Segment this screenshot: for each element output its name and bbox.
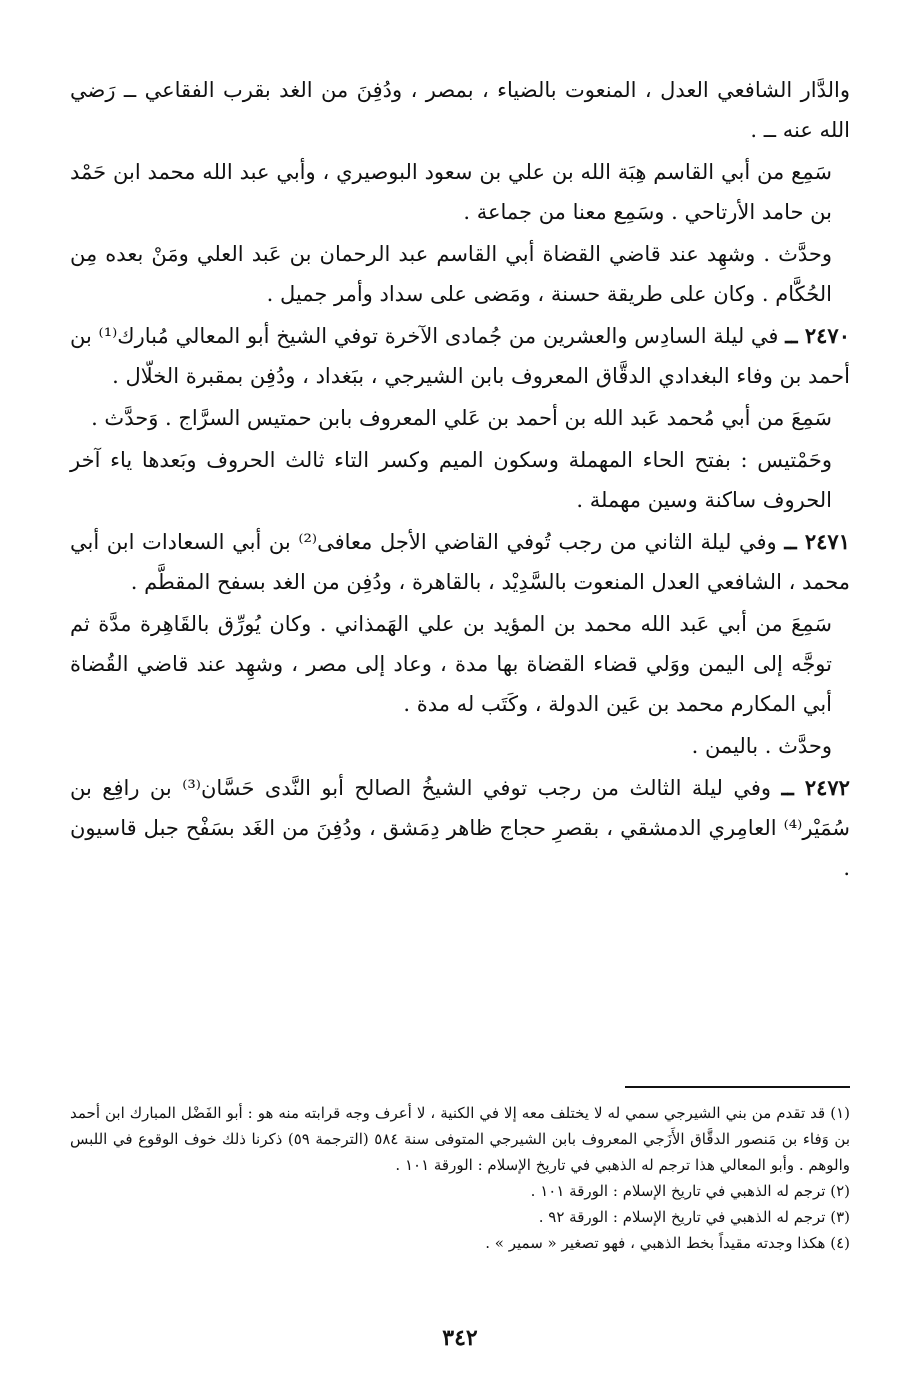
paragraph-9: وحدَّث . باليمن . xyxy=(691,734,832,758)
footnote-2: (٢) ترجم له الذهبي في تاريخ الإسلام : الورقة ١٠١ . xyxy=(530,1182,850,1200)
entry-number: ٢٤٧٢ ــ xyxy=(781,775,850,800)
main-text xyxy=(70,70,850,888)
footnote-3: (٣) ترجم له الذهبي في تاريخ الإسلام : الورقة ٩٢ . xyxy=(538,1208,850,1226)
entry-text: وفي ليلة الثالث من رجب توفي الشيخُ الصالح أبو النَّدى حَسَّان⁽³⁾ بن رافِع بن سُمَيْر⁽⁴⁾ العامِري الدمشقي ، بقصرِ حجاج ظاهر دِمَشق ، ودُفِنَ من الغَد بسَفْح جبل قاسيون . xyxy=(70,776,850,880)
entry-text: وفي ليلة الثاني من رجب تُوفي القاضي الأجل معافى⁽²⁾ بن أبي السعادات ابن أبي محمد ، الشافعي العدل المنعوت بالسَّدِيْد ، بالقاهرة ، ودُفِن من الغد بسفح المقطَّم . xyxy=(70,530,850,594)
entry-2471 xyxy=(70,522,850,602)
entry-2472 xyxy=(70,768,850,888)
paragraph-5: سَمِعَ من أبي مُحمد عَبد الله بن أحمد بن عَلي المعروف بابن حمتيس السرَّاج . وَحدَّث . xyxy=(91,406,832,430)
footnote-divider xyxy=(625,1086,850,1088)
paragraph-6: وحَمْتيس : بفتح الحاء المهملة وسكون الميم وكسر التاء ثالث الحروف وبَعدها ياء آخر الحروف ساكنة وسين مهملة . xyxy=(70,448,832,512)
entry-number: ٢٤٧١ ــ xyxy=(784,529,850,554)
paragraph-2: سَمِع من أبي القاسم هِبَة الله بن علي بن سعود البوصيري ، وأبي عبد الله محمد ابن حَمْد بن حامد الأرتاحي . وسَمِع معنا من جماعة . xyxy=(70,160,832,224)
footnotes xyxy=(70,1100,850,1256)
paragraph-8: سَمِعَ من أبي عَبد الله محمد بن المؤيد بن علي الهَمذاني . وكان يُورِّق بالقَاهِرة مدَّة ثم توجَّه إلى اليمن ووَلي قضاء القضاة بها مدة ، وعاد إلى مصر ، وشهِد عند قاضي القُضاة أبي المكارم محمد بن عَين الدولة ، وكَتَب له مدة . xyxy=(70,612,832,716)
page-body xyxy=(70,70,850,1351)
entry-2470 xyxy=(70,316,850,396)
footnote-1: (١) قد تقدم من بني الشيرجي سمي له لا يختلف معه إلا في الكنية ، لا أعرف وجه قرابته منه هو : أبو الفَضْل المبارك ابن أحمد بن وَفاء بن مَنصور الدقَّاق الأَزَجي المعروف بابن الشيرجي المتوفى سنة ٥٨٤ (الترجمة ٥٩) ذكرنا ذلك خوف الوقوع في اللبس والوهم . وأبو المعالي هذا ترجم له الذهبي في تاريخ الإسلام : الورقة ١٠١ . xyxy=(70,1104,850,1174)
page-number: ٣٤٢ xyxy=(442,1325,478,1351)
footnote-4: (٤) هكذا وجدته مقيداً بخط الذهبي ، فهو تصغير « سمير » . xyxy=(485,1234,850,1252)
paragraph-1: والدَّار الشافعي العدل ، المنعوت بالضياء ، بمصر ، ودُفِنَ من الغد بقرب الفقاعي ــ رَضي الله عنه ــ . xyxy=(70,78,850,142)
entry-number: ٢٤٧٠ ــ xyxy=(785,323,850,348)
entry-text: في ليلة السادِس والعشرين من جُمادى الآخرة توفي الشيخ أبو المعالي مُبارك⁽¹⁾ بن أحمد بن وفاء البغدادي الدقَّاق المعروف بابن الشيرجي ، ببَغداد ، ودُفِن بمقبرة الخلّال . xyxy=(70,324,850,388)
paragraph-3: وحدَّث . وشهِد عند قاضي القضاة أبي القاسم عبد الرحمان بن عَبد العلي ومَنْ بعده مِن الحُكَّام . وكان على طريقة حسنة ، ومَضى على سداد وأمر جميل . xyxy=(70,242,832,306)
